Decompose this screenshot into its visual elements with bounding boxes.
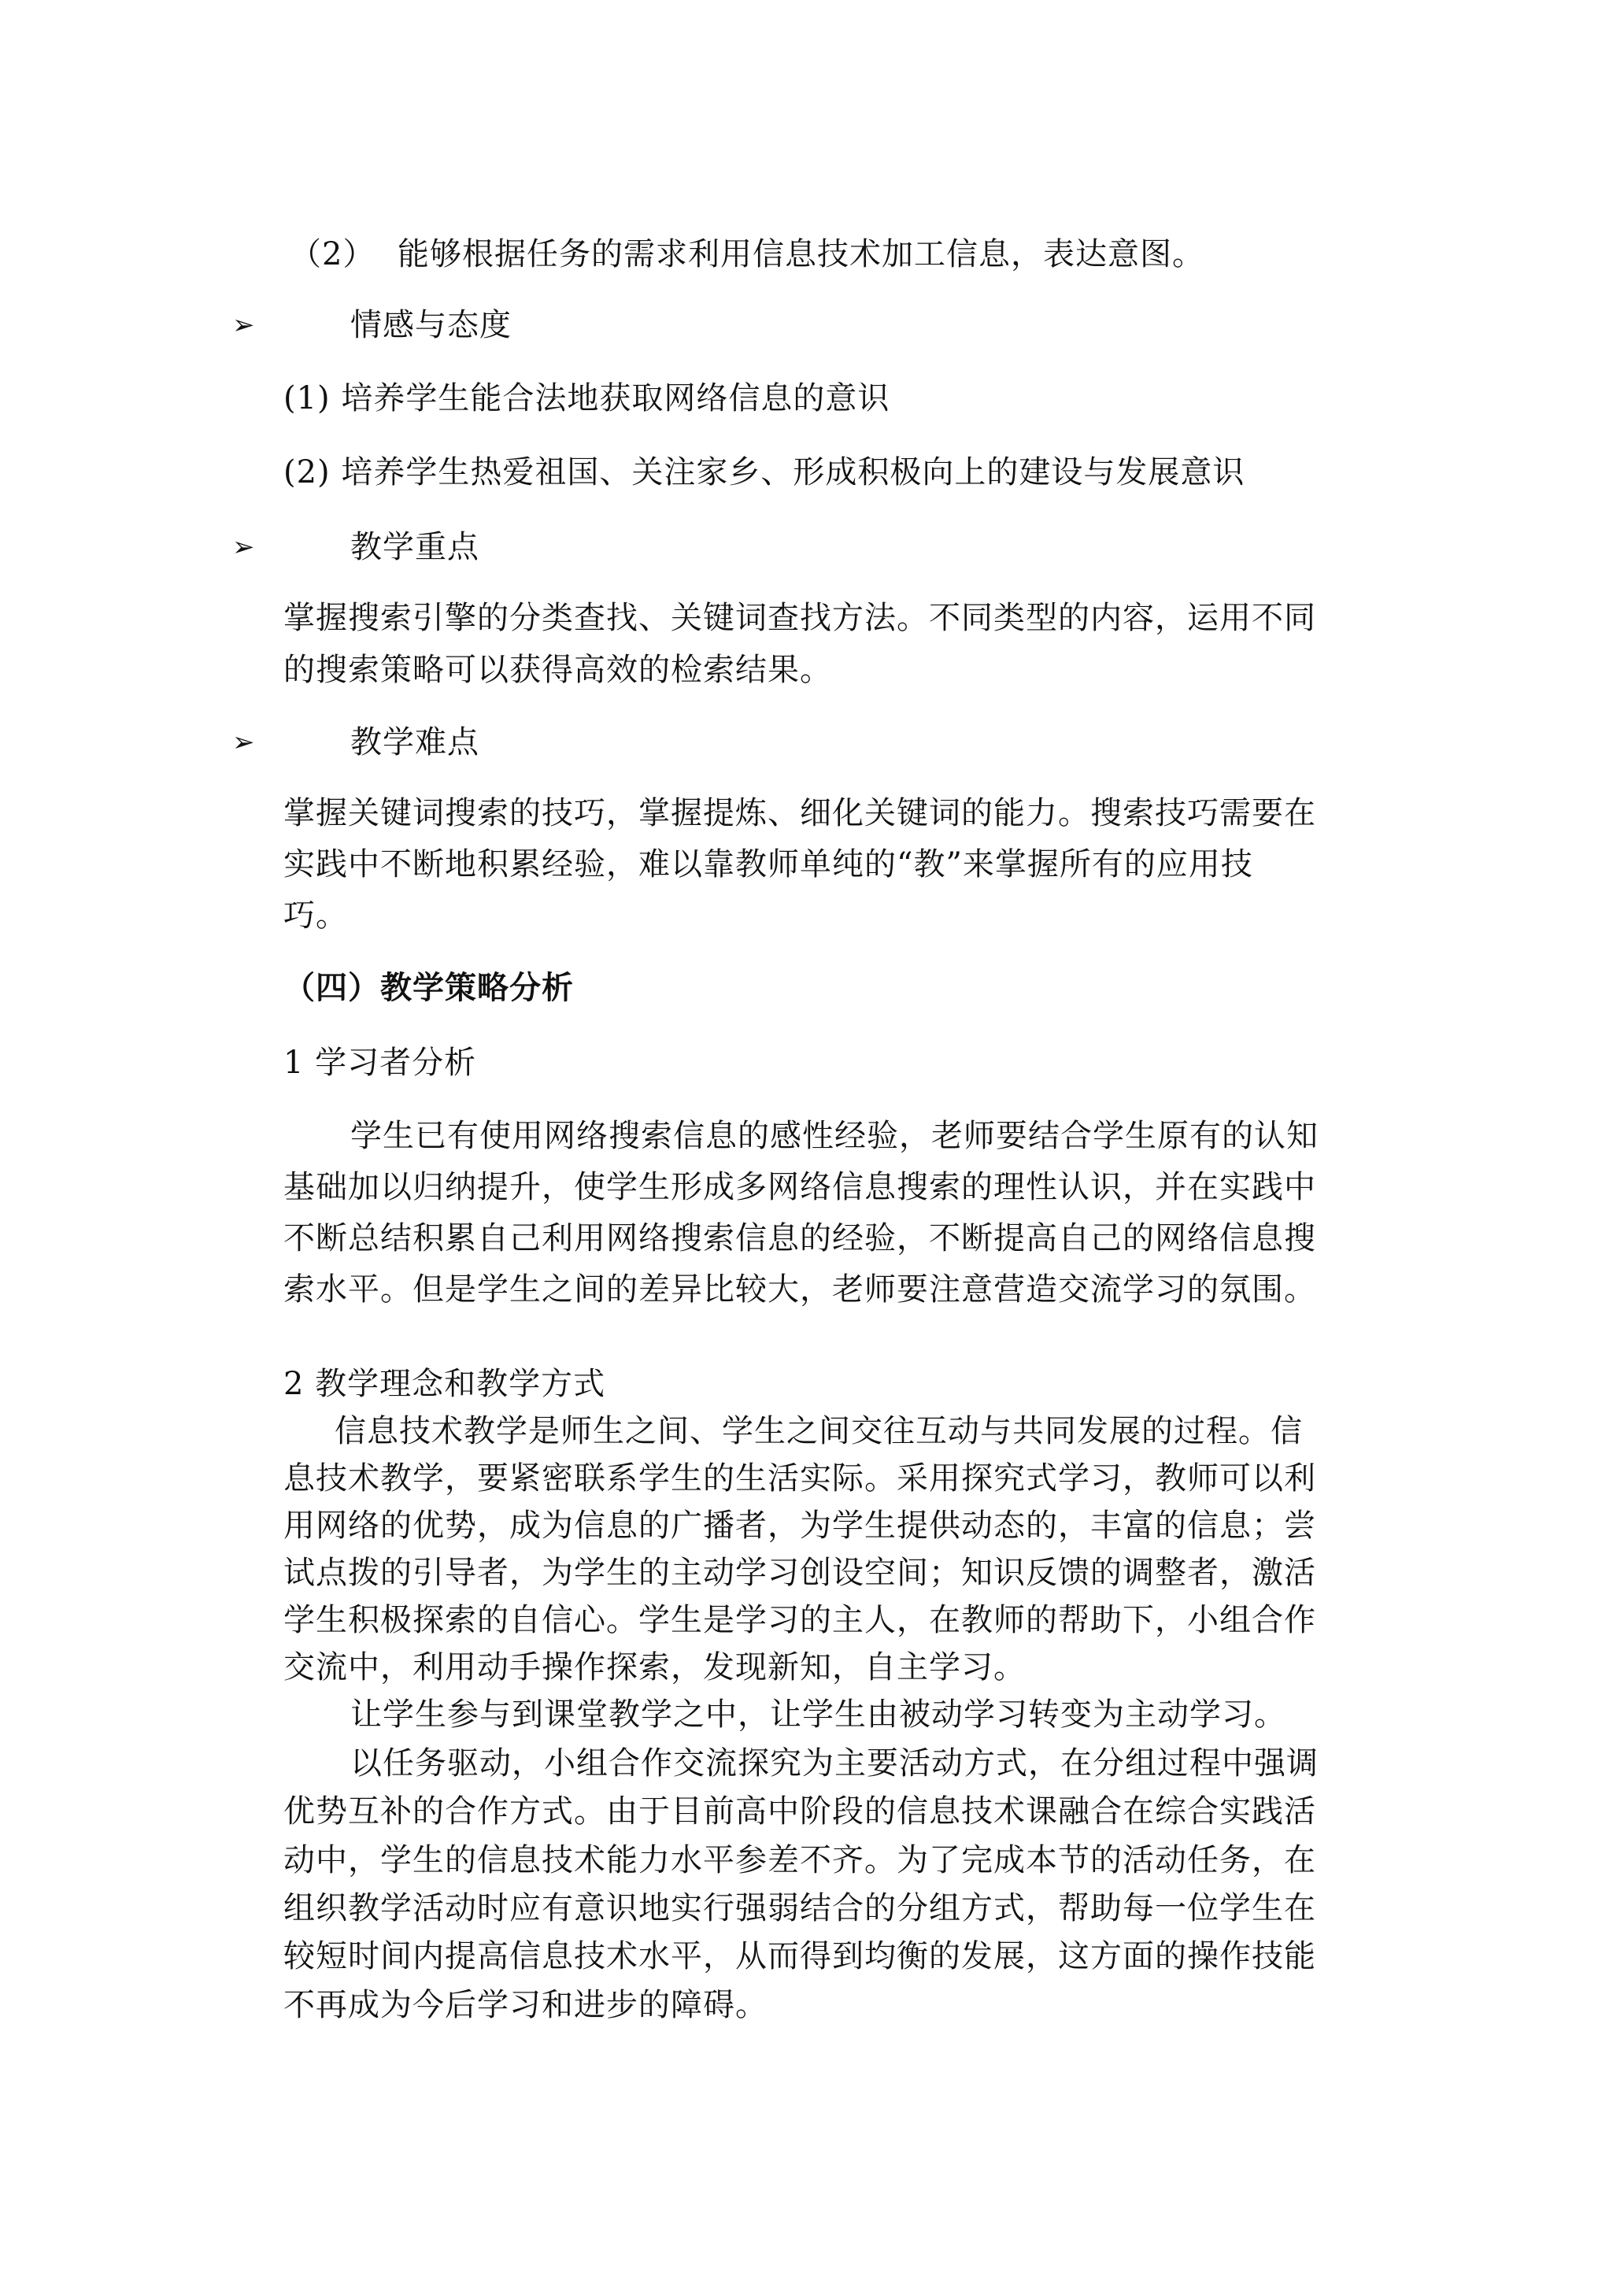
difficulty-heading: 教学难点 bbox=[350, 724, 479, 760]
learner-analysis-line: 学生已有使用网络搜索信息的感性经验，老师要结合学生原有的认知 bbox=[350, 1118, 1319, 1154]
difficulty-line: 实践中不断地积累经验，难以靠教师单纯的“教”来掌握所有的应用技 bbox=[283, 846, 1253, 882]
teaching-philosophy-para2: 让学生参与到课堂教学之中，让学生由被动学习转变为主动学习。 bbox=[350, 1696, 1286, 1733]
teaching-philosophy-line: 用网络的优势，成为信息的广播者，为学生提供动态的，丰富的信息；尝 bbox=[283, 1508, 1316, 1544]
key-point-line: 的搜索策略可以获得高效的检索结果。 bbox=[283, 652, 832, 688]
bullet-arrow-icon: ➢ bbox=[232, 727, 255, 758]
section-4-title: （四）教学策略分析 bbox=[283, 969, 574, 1006]
teaching-philosophy-line: 试点拨的引导者，为学生的主动学习创设空间；知识反馈的调整者，激活 bbox=[283, 1555, 1316, 1591]
difficulty-line: 巧。 bbox=[283, 897, 348, 934]
key-point-heading: 教学重点 bbox=[350, 529, 479, 565]
learner-analysis-line: 基础加以归纳提升，使学生形成多网络信息搜索的理性认识，并在实践中 bbox=[283, 1169, 1316, 1205]
teaching-philosophy-line: 信息技术教学是师生之间、学生之间交往互动与共同发展的过程。信 bbox=[335, 1413, 1303, 1449]
learner-analysis-line: 索水平。但是学生之间的差异比较大，老师要注意营造交流学习的氛围。 bbox=[283, 1271, 1316, 1308]
bullet-arrow-icon: ➢ bbox=[232, 531, 255, 563]
teaching-philosophy-line: 交流中，利用动手操作探索，发现新知，自主学习。 bbox=[283, 1649, 1026, 1685]
key-point-line: 掌握搜索引擎的分类查找、关键词查找方法。不同类型的内容，运用不同 bbox=[283, 600, 1316, 636]
subsection-1-title: 1 学习者分析 bbox=[283, 1045, 477, 1081]
objective-2-number: （2） bbox=[290, 236, 375, 272]
teaching-method-line: 不再成为今后学习和进步的障碍。 bbox=[283, 1987, 768, 2023]
teaching-method-line: 较短时间内提高信息技术水平，从而得到均衡的发展，这方面的操作技能 bbox=[283, 1938, 1316, 1974]
teaching-method-line: 动中，学生的信息技术能力水平参差不齐。为了完成本节的活动任务，在 bbox=[283, 1842, 1316, 1878]
teaching-philosophy-line: 学生积极探索的自信心。学生是学习的主人，在教师的帮助下，小组合作 bbox=[283, 1602, 1316, 1638]
teaching-philosophy-line: 息技术教学，要紧密联系学生的生活实际。采用探究式学习，教师可以利 bbox=[283, 1460, 1316, 1497]
teaching-method-line: 组织教学活动时应有意识地实行强弱结合的分组方式，帮助每一位学生在 bbox=[283, 1890, 1316, 1926]
difficulty-line: 掌握关键词搜索的技巧，掌握提炼、细化关键词的能力。搜索技巧需要在 bbox=[283, 795, 1316, 831]
emotion-heading: 情感与态度 bbox=[350, 307, 512, 343]
emotion-item: (2) 培养学生热爱祖国、关注家乡、形成积极向上的建设与发展意识 bbox=[283, 454, 1245, 490]
emotion-item: (1) 培养学生能合法地获取网络信息的意识 bbox=[283, 380, 890, 416]
subsection-2-title: 2 教学理念和教学方式 bbox=[283, 1366, 606, 1402]
objective-2-text: 能够根据任务的需求利用信息技术加工信息，表达意图。 bbox=[398, 236, 1204, 272]
teaching-method-line: 优势互补的合作方式。由于目前高中阶段的信息技术课融合在综合实践活 bbox=[283, 1793, 1316, 1830]
bullet-arrow-icon: ➢ bbox=[232, 309, 255, 341]
teaching-method-line: 以任务驱动，小组合作交流探究为主要活动方式，在分组过程中强调 bbox=[350, 1745, 1319, 1782]
learner-analysis-line: 不断总结积累自己利用网络搜索信息的经验，不断提高自己的网络信息搜 bbox=[283, 1220, 1316, 1256]
